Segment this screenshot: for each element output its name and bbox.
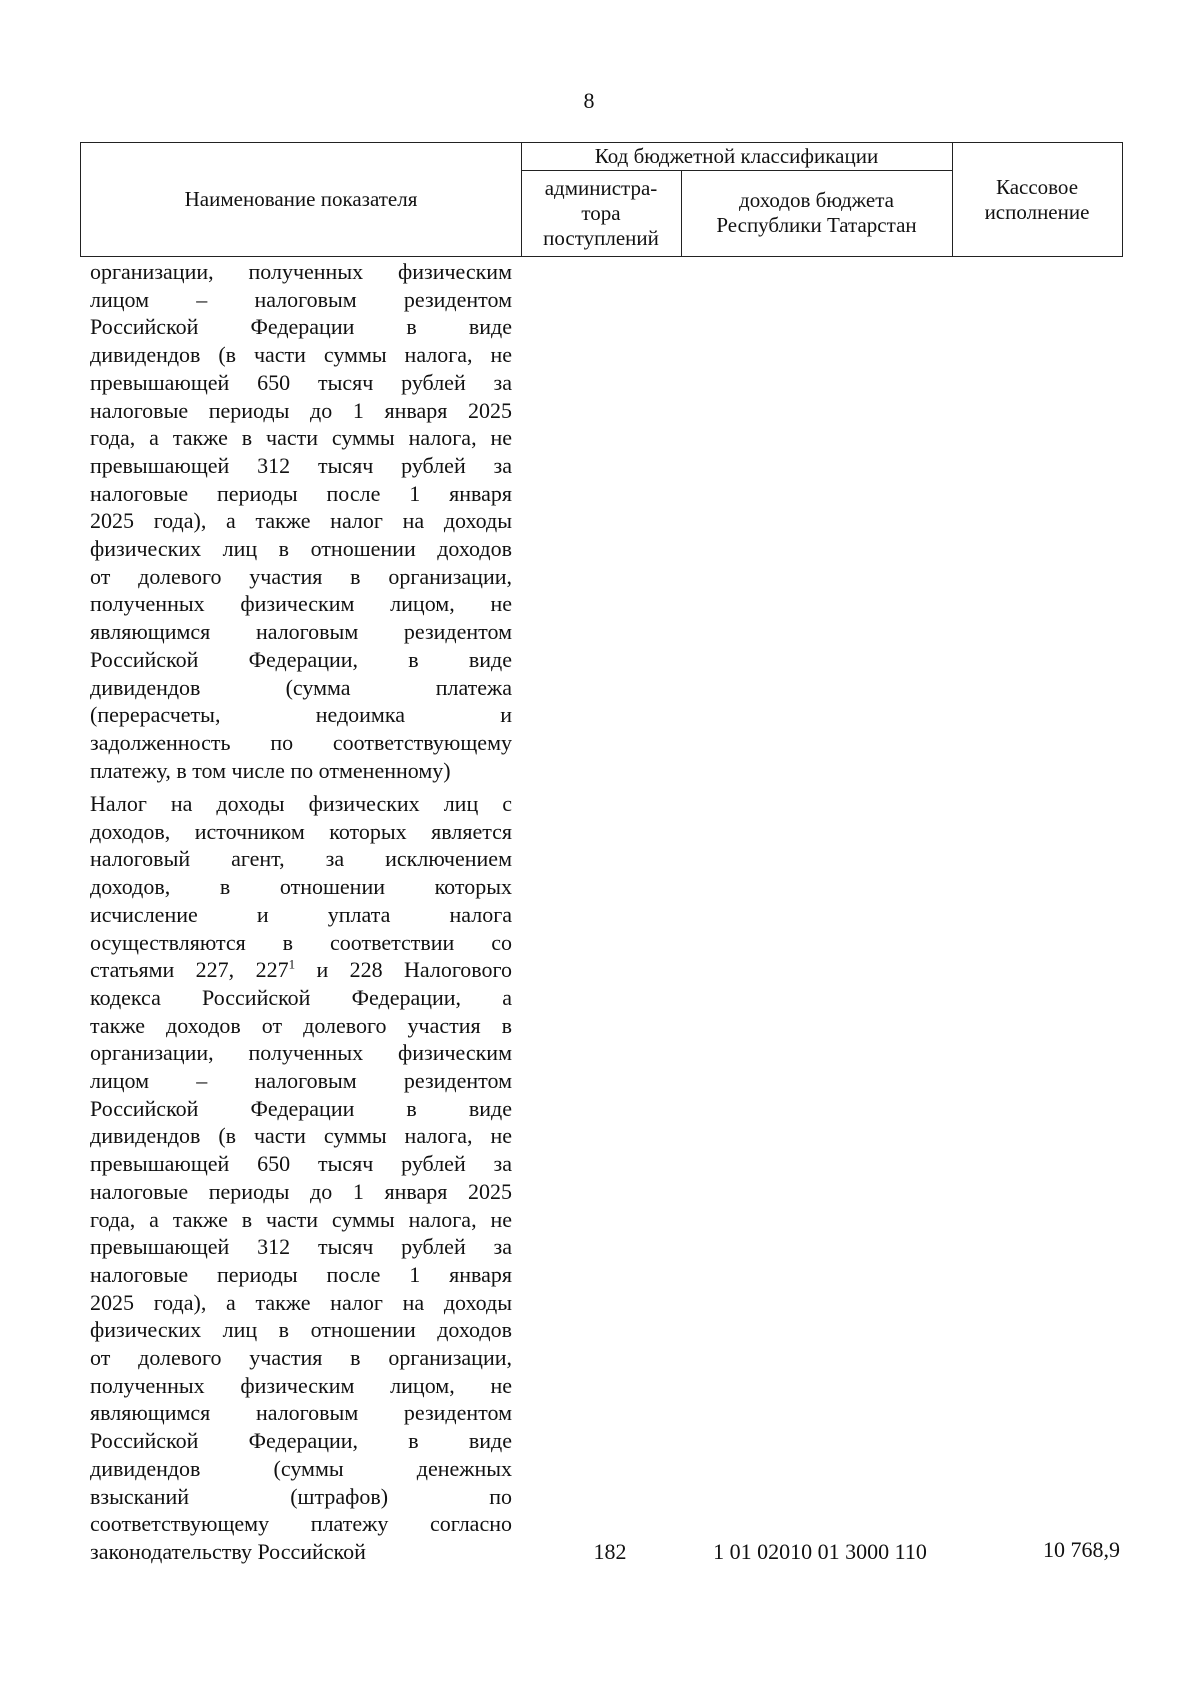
indicator-text-line <box>90 1483 512 1511</box>
indicator-text-fragment: являющимся налоговым резидентом <box>90 619 512 645</box>
indicator-text-line <box>90 1538 512 1566</box>
indicator-text-fragment: дивидендов (в части суммы налога, не <box>90 342 512 368</box>
indicator-text-line <box>90 701 512 729</box>
indicator-text-fragment: 2025 года), а также налог на доходы <box>90 1289 512 1315</box>
indicator-text-line <box>90 1206 512 1234</box>
indicator-text-line <box>90 1095 512 1123</box>
indicator-text-line <box>90 984 512 1012</box>
indicator-text-line <box>90 369 512 397</box>
indicator-text-fragment: превышающей 650 тысяч рублей за <box>90 369 512 395</box>
indicator-text-fragment: физических лиц в отношении доходов <box>90 1317 512 1343</box>
indicator-text-fragment: налоговые периоды до 1 января 2025 <box>90 1178 512 1204</box>
indicator-text-line <box>90 1261 512 1289</box>
indicator-text-fragment: 2025 года), а также налог на доходы <box>90 508 512 534</box>
header-administrator-line: тора <box>581 200 621 225</box>
header-budget-code-group-text: Код бюджетной классификации <box>594 144 879 168</box>
header-administrator <box>521 170 681 256</box>
indicator-text-line <box>90 901 512 929</box>
indicator-text-line <box>90 1510 512 1538</box>
header-cash-execution-line: исполнение <box>984 199 1090 224</box>
indicator-text-line <box>90 1399 512 1427</box>
indicator-text-line <box>90 480 512 508</box>
indicator-text-fragment: доходов, источником которых является <box>90 818 512 844</box>
indicator-text-fragment: года, а также в части суммы налога, не <box>90 425 512 451</box>
indicator-text-fragment: от долевого участия в организации, <box>90 1345 512 1371</box>
header-cash-execution <box>952 143 1122 256</box>
indicator-text-line <box>90 1012 512 1040</box>
indicator-text-line <box>90 618 512 646</box>
table-header <box>80 142 1123 257</box>
indicator-text-fragment: статьями 227, 227 <box>90 957 289 983</box>
indicator-text-fragment: организации, полученных физическим <box>90 259 512 284</box>
header-income-code-line: Республики Татарстан <box>716 213 917 237</box>
indicator-text-line <box>90 956 512 984</box>
indicator-text-fragment: (перерасчеты, недоимка и <box>90 702 512 728</box>
indicator-text-line <box>90 1455 512 1483</box>
table-row-indicator-text <box>90 790 512 1566</box>
indicator-text-line <box>90 258 512 286</box>
indicator-text-fragment: налоговые периоды после 1 января <box>90 480 512 506</box>
indicator-text-line <box>90 397 512 425</box>
indicator-text-fragment: налоговый агент, за исключением <box>90 846 512 872</box>
indicator-text-line <box>90 757 512 785</box>
table-row-indicator-text <box>90 258 512 784</box>
indicator-text-fragment: осуществляются в соответствии со <box>90 929 512 955</box>
header-cash-execution-line: Кассовое <box>995 174 1079 199</box>
indicator-text-line <box>90 845 512 873</box>
header-budget-code-group <box>521 143 952 170</box>
indicator-text-fragment: Российской Федерации, в виде <box>90 646 512 672</box>
indicator-text-line <box>90 313 512 341</box>
indicator-text-fragment: кодекса Российской Федерации, а <box>90 984 512 1010</box>
indicator-text-fragment: Российской Федерации, в виде <box>90 1428 512 1454</box>
indicator-text-fragment: полученных физическим лицом, не <box>90 1372 512 1398</box>
indicator-text-fragment: доходов, в отношении которых <box>90 874 512 900</box>
indicator-text-fragment: года, а также в части суммы налога, не <box>90 1206 512 1232</box>
indicator-text-fragment: лицом – налоговым резидентом <box>90 1068 512 1094</box>
indicator-text-fragment: Российской Федерации в виде <box>90 1095 512 1121</box>
indicator-text-line <box>90 590 512 618</box>
indicator-text-line <box>90 1316 512 1344</box>
indicator-text-line <box>90 535 512 563</box>
indicator-text-line <box>90 1039 512 1067</box>
indicator-text-fragment: законодательству Российской <box>90 1538 366 1564</box>
header-income-code-line: доходов бюджета <box>739 188 894 212</box>
indicator-text-line <box>90 424 512 452</box>
indicator-text-line <box>90 1372 512 1400</box>
indicator-text-fragment: платежу, в том числе по отмененному) <box>90 757 451 783</box>
indicator-text-line <box>90 646 512 674</box>
indicator-text-fragment: задолженность по соответствующему <box>90 729 512 755</box>
indicator-text-fragment: дивидендов (в части суммы налога, не <box>90 1123 512 1149</box>
indicator-text-fragment: дивидендов (суммы денежных <box>90 1455 512 1481</box>
indicator-text-line <box>90 818 512 846</box>
indicator-text-line <box>90 790 512 818</box>
indicator-text-line <box>90 563 512 591</box>
indicator-text-fragment: Российской Федерации в виде <box>90 314 512 340</box>
indicator-text-line <box>90 1150 512 1178</box>
indicator-text-fragment: организации, полученных физическим <box>90 1040 512 1066</box>
indicator-text-line <box>90 507 512 535</box>
indicator-text-line <box>90 1427 512 1455</box>
header-indicator-name-text: Наименование показателя <box>184 187 418 211</box>
indicator-text-fragment: превышающей 312 тысяч рублей за <box>90 1234 512 1260</box>
indicator-text-line <box>90 1344 512 1372</box>
indicator-text-fragment: и 228 Налогового <box>295 957 513 983</box>
indicator-text-fragment: превышающей 312 тысяч рублей за <box>90 452 512 478</box>
indicator-text-line <box>90 341 512 369</box>
header-administrator-line: поступлений <box>543 225 659 250</box>
income-code: 1 01 02010 01 3000 110 <box>713 1539 927 1564</box>
indicator-text-line <box>90 1122 512 1150</box>
administrator-code: 182 <box>593 1539 627 1564</box>
article-superscript: 1 <box>288 956 296 972</box>
indicator-text-fragment: от долевого участия в организации, <box>90 563 512 589</box>
cash-execution-amount: 10 768,9 <box>1043 1537 1120 1562</box>
indicator-text-line <box>90 929 512 957</box>
indicator-text-line <box>90 1233 512 1261</box>
indicator-text-fragment: лицом – налоговым резидентом <box>90 286 512 312</box>
indicator-text-fragment: Налог на доходы физических лиц с <box>90 791 512 816</box>
header-administrator-line: администра- <box>544 175 658 200</box>
indicator-text-line <box>90 729 512 757</box>
indicator-text-fragment: дивидендов (сумма платежа <box>90 674 512 700</box>
header-indicator-name <box>81 143 521 256</box>
indicator-text-fragment: налоговые периоды после 1 января <box>90 1261 512 1287</box>
indicator-text-line <box>90 1289 512 1317</box>
indicator-text-fragment: являющимся налоговым резидентом <box>90 1400 512 1426</box>
indicator-text-line <box>90 1067 512 1095</box>
indicator-text-fragment: также доходов от долевого участия в <box>90 1012 512 1038</box>
indicator-text-fragment: физических лиц в отношении доходов <box>90 536 512 562</box>
indicator-text-fragment: превышающей 650 тысяч рублей за <box>90 1151 512 1177</box>
indicator-text-fragment: исчисление и уплата налога <box>90 901 512 927</box>
indicator-text-fragment: взысканий (штрафов) по <box>90 1483 512 1509</box>
indicator-text-line <box>90 286 512 314</box>
indicator-text-line <box>90 674 512 702</box>
indicator-text-fragment: соответствующему платежу согласно <box>90 1511 512 1537</box>
page-number: 8 <box>583 88 595 113</box>
indicator-text-fragment: полученных физическим лицом, не <box>90 591 512 617</box>
header-income-code <box>681 170 952 256</box>
indicator-text-line <box>90 452 512 480</box>
indicator-text-line <box>90 1178 512 1206</box>
indicator-text-fragment: налоговые периоды до 1 января 2025 <box>90 397 512 423</box>
indicator-text-line <box>90 873 512 901</box>
